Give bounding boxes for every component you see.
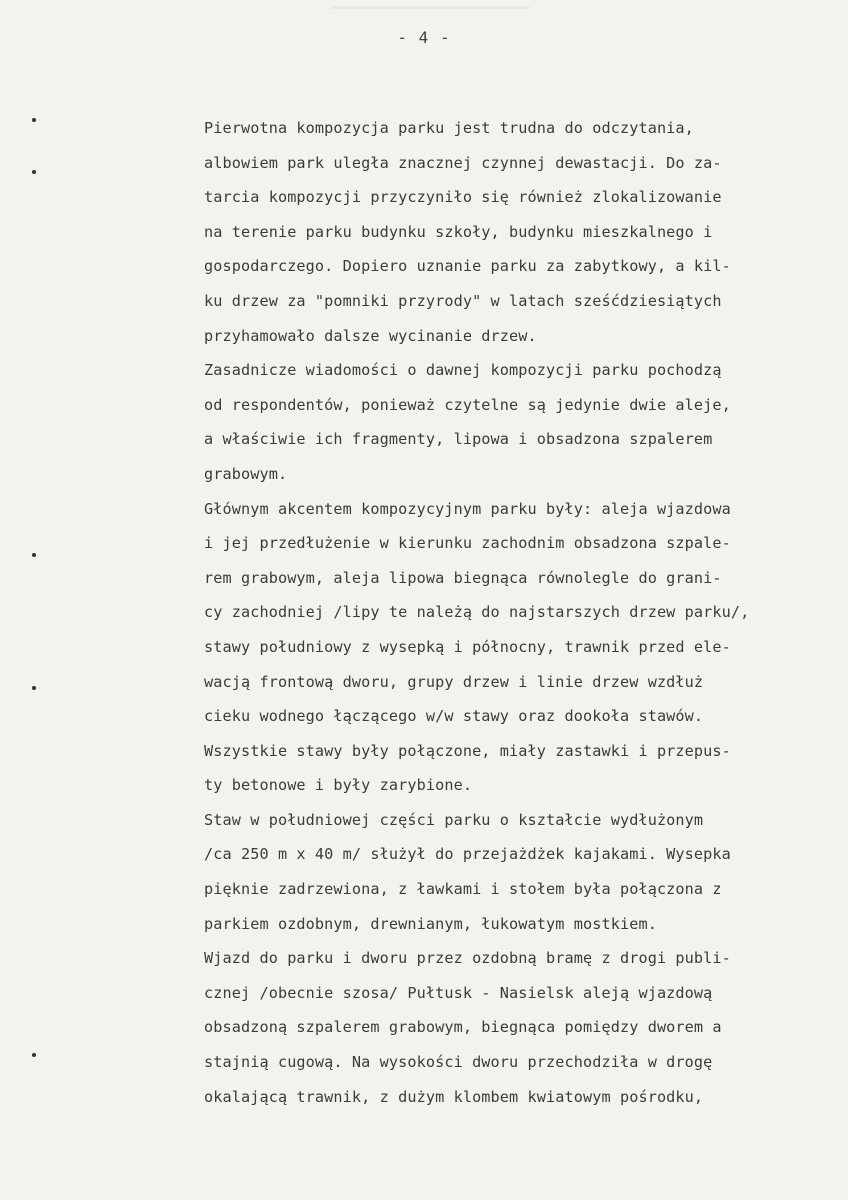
text-line: Zasadnicze wiadomości o dawnej kompozycji parku pochodzą xyxy=(204,361,722,380)
margin-punch-dot xyxy=(32,553,36,557)
text-line: cieku wodnego łączącego w/w stawy oraz dookoła stawów. xyxy=(204,707,704,726)
text-line: cznej /obecnie szosa/ Pułtusk - Nasielsk aleją wjazdową xyxy=(204,983,713,1002)
text-line: przyhamowało dalsze wycinanie drzew. xyxy=(204,326,537,345)
text-line: ty betonowe i były zarybione. xyxy=(204,776,473,795)
text-line: pięknie zadrzewiona, z ławkami i stołem była połączona z xyxy=(204,880,722,899)
text-line: rem grabowym, aleja lipowa biegnąca równolegle do grani- xyxy=(204,568,722,587)
text-line: stawy południowy z wysepką i północny, trawnik przed ele- xyxy=(204,637,731,656)
margin-punch-dot xyxy=(32,170,36,174)
text-line: gospodarczego. Dopiero uznanie parku za zabytkowy, a kil- xyxy=(204,257,731,276)
text-line: grabowym. xyxy=(204,464,288,483)
text-line: ku drzew za "pomniki przyrody" w latach sześćdziesiątych xyxy=(204,291,722,310)
text-line: /ca 250 m x 40 m/ służył do przejażdżek kajakami. Wysepka xyxy=(204,845,731,864)
text-line: tarcia kompozycji przyczyniło się również zlokalizowanie xyxy=(204,188,722,207)
typewritten-body xyxy=(204,111,824,1114)
margin-punch-dot xyxy=(32,1053,36,1057)
text-line: stajnią cugową. Na wysokości dworu przechodziła w drogę xyxy=(204,1053,713,1072)
page-number: - 4 - xyxy=(397,28,451,47)
text-line: cy zachodniej /lipy te należą do najstarszych drzew parku/, xyxy=(204,603,750,622)
text-line: okalającą trawnik, z dużym klombem kwiatowym pośrodku, xyxy=(204,1087,704,1106)
text-line: obsadzoną szpalerem grabowym, biegnąca pomiędzy dworem a xyxy=(204,1018,722,1037)
margin-punch-dot xyxy=(32,686,36,690)
text-line: na terenie parku budynku szkoły, budynku mieszkalnego i xyxy=(204,222,713,241)
margin-punch-dot xyxy=(32,118,36,122)
text-line: Staw w południowej części parku o kształcie wydłużonym xyxy=(204,810,704,829)
text-line: Głównym akcentem kompozycyjnym parku były: aleja wjazdowa xyxy=(204,499,731,518)
bleed-through-mark xyxy=(330,6,530,9)
text-line: wacją frontową dworu, grupy drzew i linie drzew wzdłuż xyxy=(204,672,704,691)
text-line: a właściwie ich fragmenty, lipowa i obsadzona szpalerem xyxy=(204,430,713,449)
text-line: Wjazd do parku i dworu przez ozdobną bramę z drogi publi- xyxy=(204,949,731,968)
text-line: Pierwotna kompozycja parku jest trudna do odczytania, xyxy=(204,119,694,137)
text-line: parkiem ozdobnym, drewnianym, łukowatym mostkiem. xyxy=(204,914,657,933)
text-line: albowiem park uległa znacznej czynnej dewastacji. Do za- xyxy=(204,153,722,172)
text-line: i jej przedłużenie w kierunku zachodnim obsadzona szpale- xyxy=(204,534,731,553)
text-line: od respondentów, ponieważ czytelne są jedynie dwie aleje, xyxy=(204,395,731,414)
text-line: Wszystkie stawy były połączone, miały zastawki i przepus- xyxy=(204,741,731,760)
